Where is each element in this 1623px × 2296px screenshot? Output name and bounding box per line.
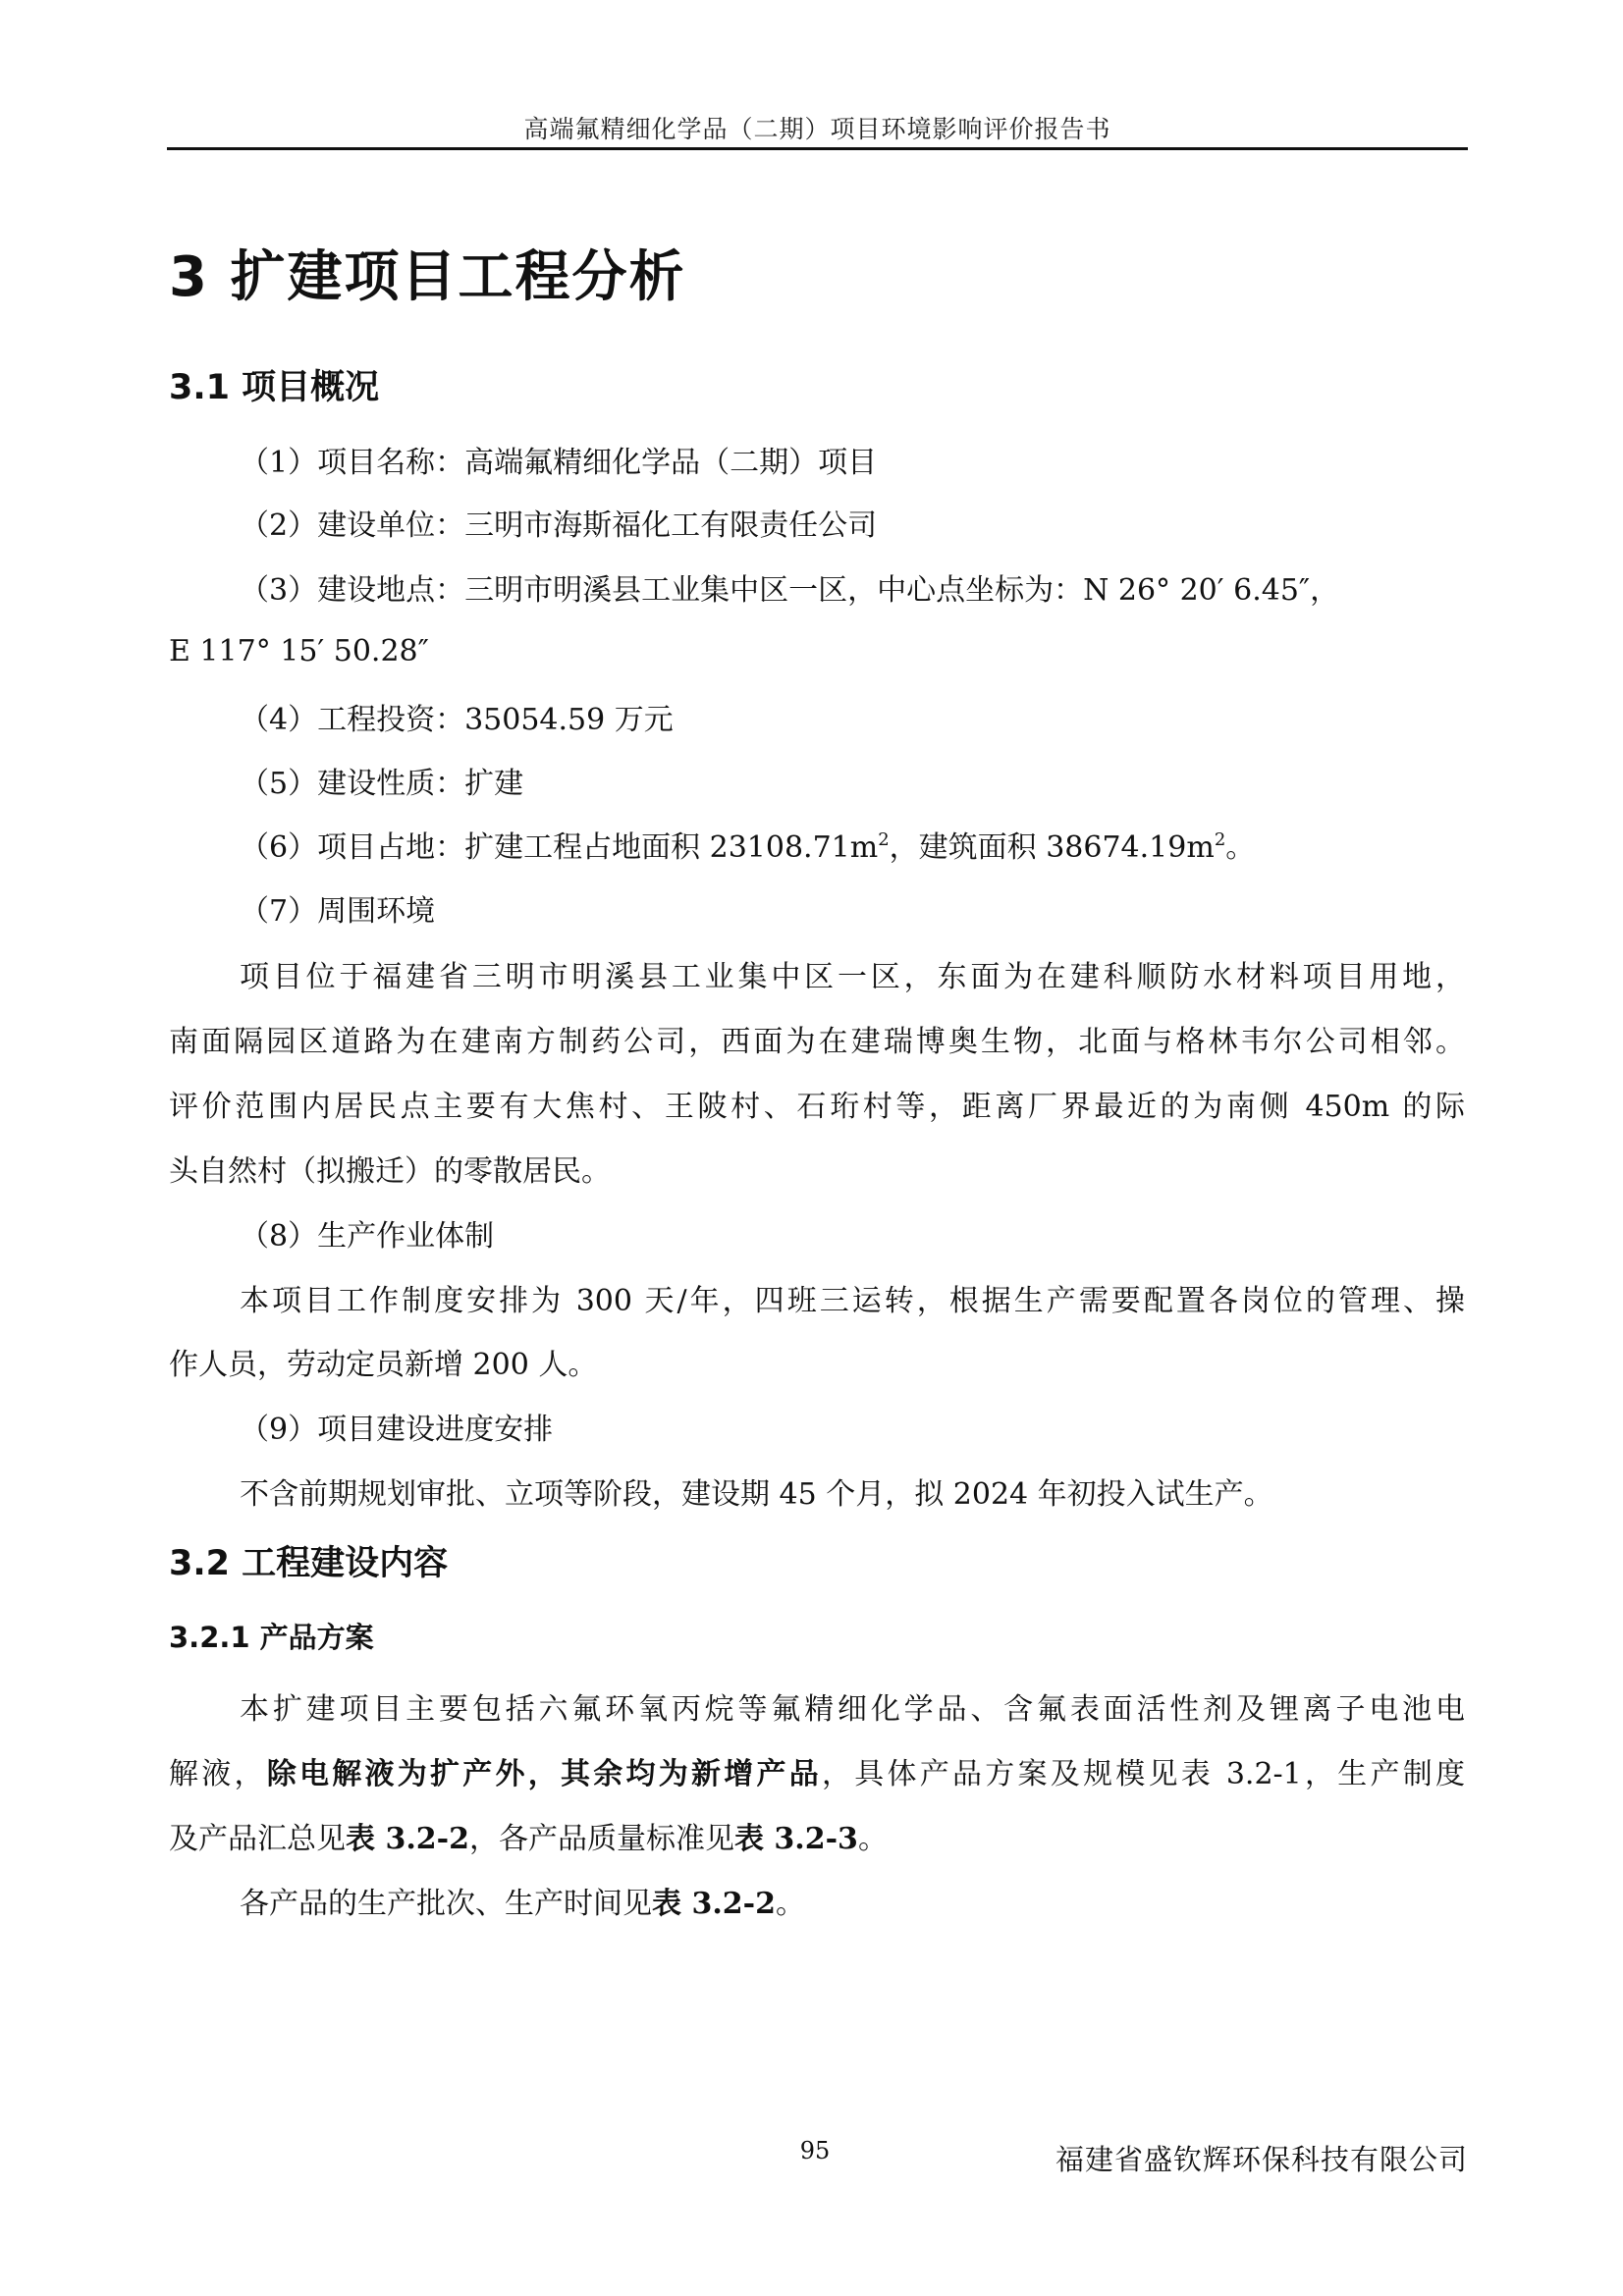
batch-text-b: 。: [775, 1887, 805, 1921]
schedule-text: 不含前期规划审批、立项等阶段，建设期 45 个月，拟 2024 年初投入试生产。: [240, 1477, 1273, 1512]
item-schedule: （9）项目建设进度安排: [240, 1413, 554, 1447]
surroundings-line-3: 评价范围内居民点主要有大焦村、王陂村、石珩村等，距离厂界最近的为南侧 450m 的际: [169, 1090, 1465, 1124]
work-system-line-1: 本项目工作制度安排为 300 天/年，四班三运转，根据生产需要配置各岗位的管理、操: [240, 1284, 1465, 1318]
surroundings-line-4: 头自然村（拟搬迁）的零散居民。: [169, 1154, 611, 1189]
surroundings-line-1: 项目位于福建省三明市明溪县工业集中区一区，东面为在建科顺防水材料项目用地，: [240, 960, 1465, 994]
product-plan-line-2: [169, 1753, 1465, 1796]
item-land-area: [240, 827, 1255, 870]
batch-schedule-line: [240, 1883, 805, 1926]
footer-company: 福建省盛钦辉环保科技有限公司: [1055, 2143, 1468, 2176]
chapter-title: 3 扩建项目工程分析: [169, 245, 686, 309]
item-project-name: （1）项目名称：高端氟精细化学品（二期）项目: [240, 446, 878, 480]
table-ref-3-2-2: 表 3.2-2: [346, 1822, 469, 1856]
land-area-sup-1: 2: [878, 829, 890, 850]
item-builder: （2）建设单位：三明市海斯福化工有限责任公司: [240, 508, 878, 543]
product-plan-bold-note: 除电解液为扩产外，其余均为新增产品: [266, 1757, 823, 1791]
table-ref-3-2-3: 表 3.2-3: [733, 1822, 858, 1856]
item-investment: （4）工程投资：35054.59 万元: [240, 703, 674, 737]
product-plan-text-e: 。: [857, 1822, 888, 1856]
running-header: 高端氟精细化学品（二期）项目环境影响评价报告书: [523, 115, 1111, 143]
table-ref-3-2-2-second: 表 3.2-2: [652, 1887, 776, 1921]
item-nature: （5）建设性质：扩建: [240, 767, 524, 801]
product-plan-text-a: 解液，: [169, 1757, 267, 1791]
product-plan-text-b: ，具体产品方案及规模见表 3.2-1，生产制度: [822, 1757, 1466, 1791]
subsection-heading-3-2-1: 3.2.1 产品方案: [169, 1621, 374, 1654]
product-plan-line-3: [169, 1818, 888, 1861]
product-plan-text-d: ，各产品质量标准见: [468, 1822, 734, 1856]
land-area-text-c: 。: [1225, 830, 1256, 865]
item-work-system: （8）生产作业体制: [240, 1219, 495, 1254]
work-system-line-2: 作人员，劳动定员新增 200 人。: [169, 1348, 598, 1382]
batch-text-a: 各产品的生产批次、生产时间见: [240, 1887, 652, 1921]
land-area-text-a: （6）项目占地：扩建工程占地面积 23108.71m: [240, 830, 879, 865]
item-location-line2: E 117° 15′ 50.28″: [169, 634, 429, 668]
land-area-sup-2: 2: [1214, 829, 1226, 850]
section-heading-3-1: 3.1 项目概况: [169, 368, 380, 407]
land-area-text-b: ，建筑面积 38674.19m: [889, 830, 1215, 865]
item-surroundings: （7）周围环境: [240, 894, 436, 929]
page-number: 95: [799, 2137, 831, 2164]
product-plan-text-c: 及产品汇总见: [169, 1822, 346, 1856]
item-location-line1: （3）建设地点：三明市明溪县工业集中区一区，中心点坐标为：N 26° 20′ 6.45″，: [240, 573, 1340, 608]
surroundings-line-2: 南面隔园区道路为在建南方制药公司，西面为在建瑞博奥生物，北面与格林韦尔公司相邻。: [169, 1025, 1465, 1059]
section-heading-3-2: 3.2 工程建设内容: [169, 1544, 449, 1583]
header-rule: [167, 147, 1468, 150]
product-plan-line-1: 本扩建项目主要包括六氟环氧丙烷等氟精细化学品、含氟表面活性剂及锂离子电池电: [240, 1692, 1465, 1727]
